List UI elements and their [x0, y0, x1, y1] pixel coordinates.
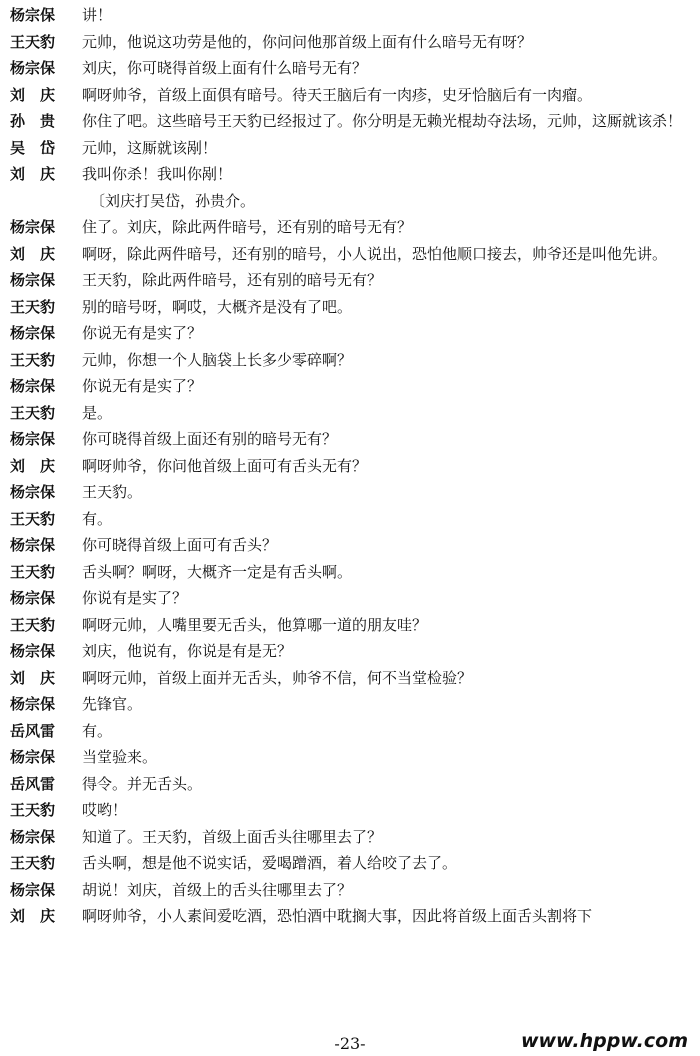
dialogue-line	[0, 320, 700, 347]
dialogue-text: 啊呀帅爷，你问他首级上面可有舌头无有？	[82, 456, 368, 475]
speaker-name: 刘 庆	[10, 456, 56, 475]
dialogue-line	[0, 612, 700, 639]
dialogue-text: 哎哟！	[82, 801, 128, 819]
dialogue-line	[0, 267, 700, 294]
speaker-name: 岳风雷	[10, 774, 56, 793]
dialogue-line	[0, 55, 700, 82]
speaker-name: 刘 庆	[10, 85, 56, 104]
dialogue-line	[0, 373, 700, 400]
dialogue-line	[0, 771, 700, 798]
dialogue-line	[0, 29, 700, 56]
speaker-name: 王天豹	[10, 350, 56, 369]
speaker-name: 王天豹	[10, 562, 56, 581]
dialogue-text: 你住了吧。这些暗号王天豹已经报过了。你分明是无赖光棍劫夺法场，元帅，这厮就该杀！	[82, 112, 683, 130]
speaker-name: 刘 庆	[10, 244, 56, 263]
dialogue-text: 啊呀，除此两件暗号，还有别的暗号，小人说出，恐怕他顺口接去，帅爷还是叫他先讲。	[82, 244, 668, 263]
dialogue-text: 当堂验来。	[82, 748, 158, 766]
dialogue-line	[0, 824, 700, 851]
dialogue-line	[0, 850, 700, 877]
dialogue-text: 你可晓得首级上面还有别的暗号无有？	[82, 430, 338, 448]
dialogue-text: 啊呀元帅，人嘴里要无舌头，他算哪一道的朋友哇？	[82, 615, 428, 634]
speaker-name: 刘 庆	[10, 668, 56, 687]
speaker-name: 杨宗保	[10, 827, 56, 846]
dialogue-line	[0, 135, 700, 162]
dialogue-text: 元帅，这厮就该剐！	[82, 138, 218, 157]
speaker-name: 吴 岱	[10, 138, 56, 157]
dialogue-text: 胡说！刘庆，首级上的舌头往哪里去了？	[82, 880, 353, 899]
dialogue-line	[0, 903, 700, 930]
speaker-name: 孙 贵	[10, 112, 56, 130]
dialogue-line	[0, 691, 700, 718]
dialogue-line	[0, 294, 700, 321]
speaker-name: 杨宗保	[10, 695, 56, 713]
dialogue-text: 有。	[82, 721, 113, 740]
dialogue-text: 啊呀帅爷，首级上面俱有暗号。待天王脑后有一肉疹，史牙恰脑后有一肉瘤。	[82, 85, 593, 104]
dialogue-line	[0, 532, 700, 559]
speaker-name: 杨宗保	[10, 6, 56, 24]
dialogue-text: 我叫你杀！我叫你剐！	[82, 165, 233, 183]
dialogue-line	[0, 2, 700, 29]
page-number: -23-	[334, 1034, 366, 1053]
speaker-name: 刘 庆	[10, 165, 56, 183]
speaker-name: 杨宗保	[10, 59, 56, 77]
dialogue-text: 你说有是实了？	[82, 589, 188, 607]
dialogue-line	[0, 108, 700, 135]
dialogue-text: 刘庆，你可晓得首级上面有什么暗号无有？	[82, 59, 368, 77]
dialogue-line	[0, 426, 700, 453]
speaker-name: 刘 庆	[10, 907, 56, 925]
site-watermark: www.hppw.com	[517, 1030, 692, 1052]
dialogue-line	[0, 718, 700, 745]
dialogue-text: 元帅，他说这功劳是他的，你问问他那首级上面有什么暗号无有呀？	[82, 32, 533, 51]
dialogue-line	[0, 559, 700, 586]
dialogue-text: 啊呀帅爷，小人素间爱吃酒，恐怕酒中耽搁大事，因此将首级上面舌头割将下	[82, 907, 593, 925]
dialogue-text: 得令。并无舌头。	[82, 774, 203, 793]
dialogue-text: 你可晓得首级上面可有舌头？	[82, 536, 278, 554]
stage-direction-line	[0, 188, 700, 215]
speaker-name: 王天豹	[10, 801, 56, 819]
dialogue-text: 舌头啊？啊呀，大概齐一定是有舌头啊。	[82, 562, 353, 581]
dialogue-text: 讲！	[82, 6, 113, 24]
speaker-name: 杨宗保	[10, 536, 56, 554]
speaker-name: 岳风雷	[10, 721, 56, 740]
speaker-name: 杨宗保	[10, 377, 56, 395]
speaker-name: 杨宗保	[10, 748, 56, 766]
dialogue-line	[0, 877, 700, 904]
speaker-name: 王天豹	[10, 615, 56, 634]
speaker-name: 杨宗保	[10, 880, 56, 899]
dialogue-line	[0, 506, 700, 533]
script-body	[0, 2, 700, 930]
speaker-name: 杨宗保	[10, 642, 56, 660]
dialogue-line	[0, 665, 700, 692]
dialogue-line	[0, 214, 700, 241]
dialogue-line	[0, 400, 700, 427]
speaker-name: 杨宗保	[10, 483, 56, 501]
dialogue-line	[0, 161, 700, 188]
dialogue-line	[0, 453, 700, 480]
dialogue-line	[0, 82, 700, 109]
dialogue-text: 你说无有是实了？	[82, 377, 203, 395]
dialogue-text: 王天豹，除此两件暗号，还有别的暗号无有？	[82, 271, 383, 289]
dialogue-line	[0, 638, 700, 665]
dialogue-line	[0, 744, 700, 771]
dialogue-line	[0, 585, 700, 612]
dialogue-line	[0, 479, 700, 506]
speaker-name: 王天豹	[10, 509, 56, 528]
dialogue-text: 元帅，你想一个人脑袋上长多少零碎啊？	[82, 350, 353, 369]
dialogue-line	[0, 797, 700, 824]
dialogue-text: 知道了。王天豹，首级上面舌头往哪里去了？	[82, 827, 383, 846]
dialogue-text: 王天豹。	[82, 483, 143, 501]
dialogue-text: 住了。刘庆，除此两件暗号，还有别的暗号无有？	[82, 218, 413, 236]
speaker-name: 王天豹	[10, 297, 56, 316]
speaker-name: 杨宗保	[10, 589, 56, 607]
speaker-name: 王天豹	[10, 854, 56, 872]
dialogue-text: 舌头啊，想是他不说实话，爱喝蹭酒，着人给咬了去了。	[82, 854, 458, 872]
speaker-name: 王天豹	[10, 32, 56, 51]
speaker-name: 杨宗保	[10, 430, 56, 448]
dialogue-text: 有。	[82, 509, 113, 528]
speaker-name: 杨宗保	[10, 218, 56, 236]
dialogue-text: 别的暗号呀，啊哎，大概齐是没有了吧。	[82, 297, 353, 316]
speaker-name: 杨宗保	[10, 324, 56, 342]
dialogue-text: 啊呀元帅，首级上面并无舌头，帅爷不信，何不当堂检验？	[82, 668, 473, 687]
dialogue-text: 是。	[82, 403, 113, 422]
dialogue-text: 你说无有是实了？	[82, 324, 203, 342]
dialogue-line	[0, 241, 700, 268]
speaker-name: 杨宗保	[10, 271, 56, 289]
dialogue-text: 先锋官。	[82, 695, 143, 713]
stage-direction-text: 〔刘庆打吴岱，孙贵介。	[90, 191, 256, 210]
speaker-name: 王天豹	[10, 403, 56, 422]
dialogue-line	[0, 347, 700, 374]
dialogue-text: 刘庆，他说有，你说是有是无？	[82, 642, 293, 660]
